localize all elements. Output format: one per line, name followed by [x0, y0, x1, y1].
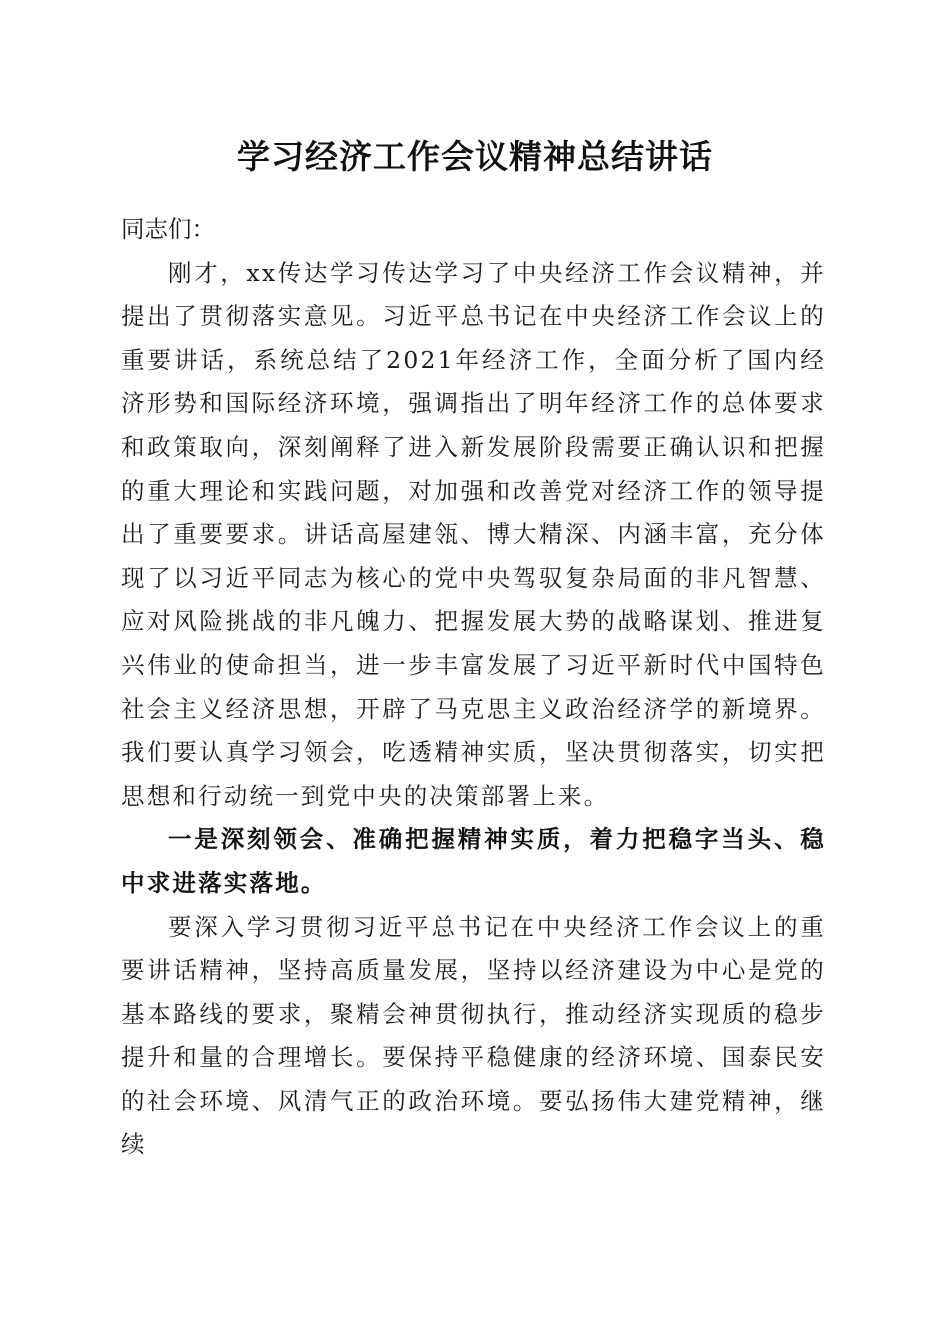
document-title: 学习经济工作会议精神总结讲话 — [237, 137, 713, 176]
paragraph-section-one: 要深入学习贯彻习近平总书记在中央经济工作会议上的重要讲话精神，坚持高质量发展，坚持以经济建设为中心是党的基本路线的要求，聚精会神贯彻执行，推动经济实现质的稳步提升和量的合理增长。要保持平稳健康的经济环境、国泰民安的社会环境、风清气正的政治环境。要弘扬伟大建党精神，继续 — [121, 912, 826, 1159]
greeting: 同志们： — [121, 215, 215, 243]
section-heading-one: 一是深刻领会、准确把握精神实质，着力把稳字当头、稳中求进落实落地。 — [121, 825, 826, 897]
document-body — [121, 208, 826, 1167]
paragraph-intro: 刚才，xx传达学习传达学习了中央经济工作会议精神，并提出了贯彻落实意见。习近平总书记在中央经济工作会议上的重要讲话，系统总结了2021年经济工作，全面分析了国内经济形势和国际经济环境，强调指出了明年经济工作的总体要求和政策取向，深刻阐释了进入新发展阶段需要正确认识和把握的重大理论和实践问题，对加强和改善党对经济工作的领导提出了重要要求。讲话高屋建瓴、博大精深、内涵丰富，充分体现了以习近平同志为核心的党中央驾驭复杂局面的非凡智慧、应对风险挑战的非凡魄力、把握发展大势的战略谋划、推进复兴伟业的使命担当，进一步丰富发展了习近平新时代中国特色社会主义经济思想，开辟了马克思主义政治经济学的新境界。我们要认真学习领会，吃透精神实质，坚决贯彻落实，切实把思想和行动统一到党中央的决策部署上来。 — [121, 258, 826, 810]
